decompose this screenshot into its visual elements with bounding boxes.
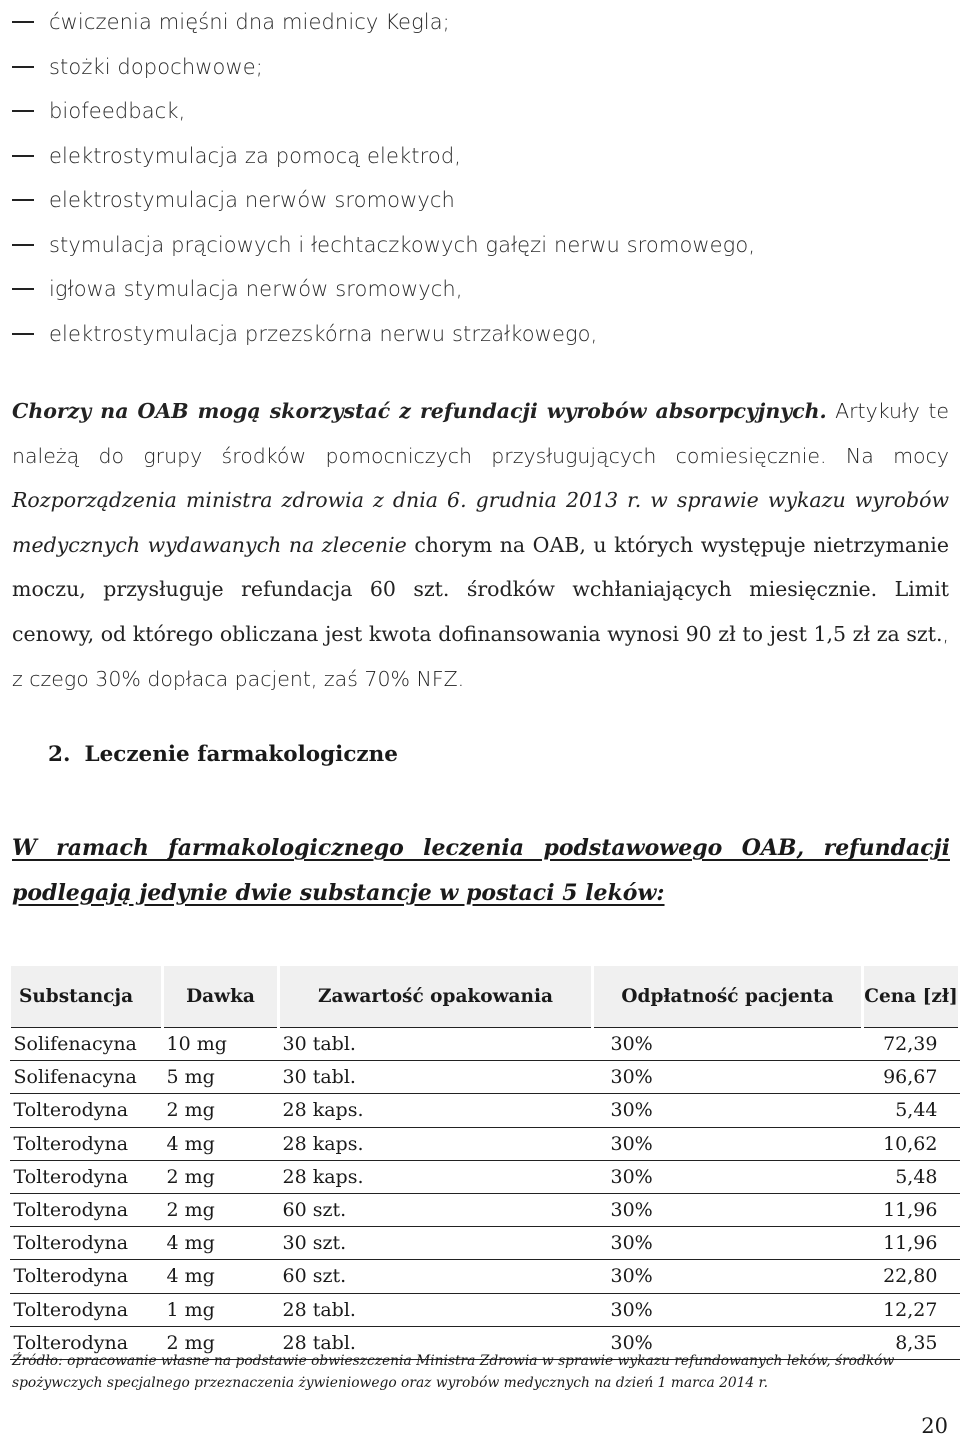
column-header: Cena [zł] [863, 966, 960, 1028]
cell-price: 11,96 [883, 1199, 938, 1222]
cell-price: 12,27 [883, 1298, 938, 1321]
cell-copay: 30% [610, 1199, 653, 1222]
dash-bullet-icon [12, 288, 34, 290]
dash-bullet-icon [12, 199, 34, 201]
table-row [10, 1028, 960, 1061]
cell-dose: 2 mg [166, 1331, 215, 1354]
cell-copay: 30% [610, 1132, 653, 1155]
dash-bullet-icon [12, 155, 34, 157]
cell-package: 28 tabl. [282, 1331, 356, 1354]
cell-substance: Tolterodyna [13, 1132, 129, 1155]
cell-price: 72,39 [883, 1033, 938, 1056]
cell-dose: 5 mg [166, 1066, 215, 1089]
list-item [12, 45, 952, 90]
column-header: Odpłatność pacjenta [593, 966, 863, 1028]
list-item [12, 134, 952, 179]
cell-package: 30 tabl. [282, 1033, 356, 1056]
table-row [10, 1160, 960, 1193]
section-intro-text: W ramach farmakologicznego leczenia podstawowego OAB, refundacji podlegają jedynie dwie substancje w postaci 5 leków: [12, 835, 950, 906]
list-item-text: elektrostymulacja za pomocą elektrod, [49, 143, 462, 168]
paragraph-text: Artykuły te należą do grupy środków pomocniczych przysługujących comiesięcznie. Na mocy [12, 399, 949, 468]
cell-package: 28 kaps. [282, 1132, 364, 1155]
cell-package: 28 tabl. [282, 1298, 356, 1321]
cell-substance: Solifenacyna [13, 1066, 137, 1089]
paragraph-lead: Chorzy na OAB mogą skorzystać z refundacji wyrobów absorpcyjnych. [12, 399, 827, 423]
list-item-text: stymulacja prąciowych i łechtaczkowych gałęzi nerwu sromowego, [49, 232, 756, 257]
cell-dose: 1 mg [166, 1298, 215, 1321]
cell-copay: 30% [610, 1099, 653, 1122]
table-header-row [10, 966, 960, 1028]
column-header: Zawartość opakowania [279, 966, 593, 1028]
cell-copay: 30% [610, 1165, 653, 1188]
cell-dose: 4 mg [166, 1232, 215, 1255]
cell-package: 28 kaps. [282, 1099, 364, 1122]
dash-bullet-icon [12, 244, 34, 246]
cell-price: 22,80 [883, 1265, 938, 1288]
list-item [12, 223, 952, 268]
cell-substance: Tolterodyna [13, 1298, 129, 1321]
section-number: 2. [48, 742, 71, 767]
list-item-text: elektrostymulacja przezskórna nerwu strzałkowego, [49, 321, 598, 346]
cell-substance: Tolterodyna [13, 1099, 129, 1122]
table-row [10, 1227, 960, 1260]
table-row [10, 1127, 960, 1160]
cell-package: 30 szt. [282, 1232, 347, 1255]
cell-dose: 2 mg [166, 1165, 215, 1188]
cell-copay: 30% [610, 1331, 653, 1354]
cell-substance: Tolterodyna [13, 1199, 129, 1222]
cell-copay: 30% [610, 1298, 653, 1321]
cell-copay: 30% [610, 1265, 653, 1288]
list-item-text: biofeedback, [49, 99, 186, 124]
paragraph-text: chorym na OAB, u których występuje nietrzymanie moczu, przysługuje refundacja 60 szt. środków wchłaniających miesięcznie. Limit cenowy, od którego obliczana jest kwota dofinansowania wynosi 90 zł to jest 1,5 zł za szt. [12, 532, 949, 646]
cell-substance: Tolterodyna [13, 1232, 129, 1255]
list-item-text: elektrostymulacja nerwów sromowych [49, 188, 455, 213]
regulation-reference: Rozporządzenia ministra zdrowia z dnia 6. grudnia 2013 r. w sprawie wykazu wyrobów medycznych wydawanych na zlecenie [12, 488, 949, 557]
cell-substance: Solifenacyna [13, 1033, 137, 1056]
table-row [10, 1193, 960, 1226]
column-header: Substancja [10, 966, 163, 1028]
cell-price: 5,48 [895, 1165, 938, 1188]
dash-bullet-icon [12, 333, 34, 335]
cell-dose: 4 mg [166, 1132, 215, 1155]
refund-paragraph [12, 389, 949, 701]
list-item [12, 178, 952, 223]
page-number: 20 [921, 1414, 948, 1438]
cell-dose: 2 mg [166, 1199, 215, 1222]
drug-table [8, 966, 960, 1360]
cell-dose: 10 mg [166, 1033, 227, 1056]
table-body [10, 1028, 960, 1360]
dash-bullet-icon [12, 110, 34, 112]
source-note: Źródło: opracowanie własne na podstawie obwieszczenia Ministra Zdrowia w sprawie wykazu refundowanych leków, środków spożywczych specjalnego przeznaczenia żywieniowego oraz wyrobów medycznych na dzień 1 marca 2014 r. [12, 1353, 895, 1391]
cell-package: 28 kaps. [282, 1165, 364, 1188]
list-item-text: stożki dopochwowe; [49, 54, 263, 79]
table-row [10, 1094, 960, 1127]
cell-dose: 2 mg [166, 1099, 215, 1122]
list-item [12, 312, 952, 357]
table-row [10, 1293, 960, 1326]
section-intro [12, 826, 950, 915]
table-row [10, 1260, 960, 1293]
column-header: Dawka [163, 966, 279, 1028]
section-title: Leczenie farmakologiczne [84, 742, 398, 767]
cell-price: 5,44 [895, 1099, 938, 1122]
list-item-text: igłowa stymulacja nerwów sromowych, [49, 277, 463, 302]
list-item [12, 0, 952, 45]
cell-price: 10,62 [883, 1132, 938, 1155]
list-item [12, 89, 952, 134]
list-item-text: ćwiczenia mięśni dna miednicy Kegla; [49, 10, 450, 35]
cell-substance: Tolterodyna [13, 1331, 129, 1354]
section-heading [48, 742, 398, 767]
table-row [10, 1061, 960, 1094]
cell-package: 60 szt. [282, 1199, 347, 1222]
cell-substance: Tolterodyna [13, 1165, 129, 1188]
cell-substance: Tolterodyna [13, 1265, 129, 1288]
paragraph-text: , z czego 30% dopłaca pacjent, zaś 70% NFZ. [12, 621, 949, 691]
cell-price: 11,96 [883, 1232, 938, 1255]
cell-package: 60 szt. [282, 1265, 347, 1288]
dash-bullet-icon [12, 21, 34, 23]
cell-copay: 30% [610, 1033, 653, 1056]
cell-package: 30 tabl. [282, 1066, 356, 1089]
list-item [12, 267, 952, 312]
cell-price: 96,67 [883, 1066, 938, 1089]
cell-copay: 30% [610, 1066, 653, 1089]
dash-bullet-icon [12, 66, 34, 68]
cell-copay: 30% [610, 1232, 653, 1255]
treatment-list [12, 0, 952, 356]
cell-price: 8,35 [895, 1331, 938, 1354]
cell-dose: 4 mg [166, 1265, 215, 1288]
